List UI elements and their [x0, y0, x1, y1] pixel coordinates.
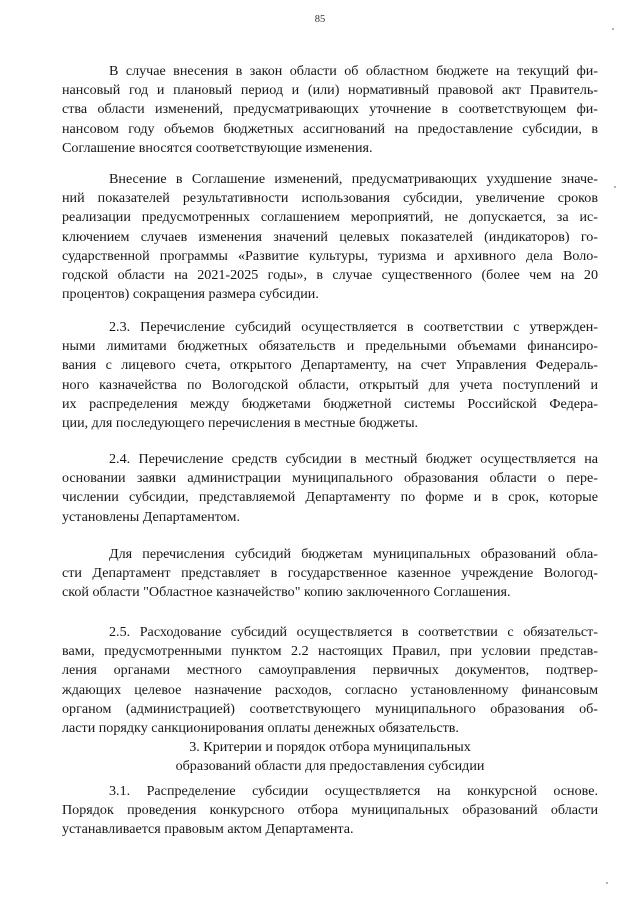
paragraph-line: Для перечисления субсидий бюджетам муниципальных образований обла-: [109, 546, 598, 562]
paragraph-line: Внесение в Соглашение изменений, предусматривающих ухудшение значе-: [109, 171, 598, 187]
paragraph-line: вания с лицевого счета, открытого Департаменту, на счет Управления Федераль-: [62, 357, 598, 374]
heading-line: 3. Критерии и порядок отбора муниципальных: [189, 739, 471, 755]
paragraph-line: ными лимитами бюджетных обязательств и предельными объемами финансиро-: [62, 338, 598, 355]
paragraph-line: ления органами местного самоуправления первичных документов, подтвер-: [62, 662, 598, 679]
paragraph-clause-2-5: [62, 623, 598, 738]
paragraph-treasury-copy: [62, 545, 598, 603]
paragraph-line: органом (администрацией) соответствующего муниципального образования об-: [62, 700, 598, 717]
paragraph-line: ключением случаев изменения значений целевых показателей (индикаторов) го-: [62, 228, 598, 245]
paragraph-line: ного казначейства по Вологодской области, открытый для учета поступлений и: [62, 376, 598, 393]
paragraph-clause-2-4: [62, 450, 598, 527]
paragraph-line: 2.4. Перечисление средств субсидии в местный бюджет осуществляется на: [109, 451, 598, 467]
paragraph-line: 2.5. Расходование субсидий осуществляется в соответствии с обязательст-: [109, 624, 598, 640]
paragraph-line: реализации предусмотренных соглашением мероприятий, не допускается, за ис-: [62, 209, 598, 226]
paragraph-line: устанавливается правовым актом Департамента.: [62, 821, 354, 838]
paragraph-agreement-amendments: [62, 170, 598, 304]
scan-speck: [606, 882, 608, 884]
paragraph-clause-2-3: [62, 318, 598, 433]
paragraph-line: Порядок проведения конкурсного отбора муниципальных образований области: [62, 802, 598, 819]
paragraph-line: ства области изменений, предусматривающих уточнение в соответствующем фи-: [62, 101, 598, 118]
paragraph-line: 3.1. Распределение субсидии осуществляется на конкурсной основе.: [109, 783, 598, 799]
paragraph-line: 2.3. Перечисление субсидий осуществляется в соответствии с утвержден-: [109, 319, 598, 335]
paragraph-line: ждающих целевое назначение расходов, согласно установленному финансовым: [62, 681, 598, 698]
scan-speck: [612, 28, 614, 30]
paragraph-line: ласти порядку санкционирования оплаты денежных обязательств.: [62, 720, 459, 737]
paragraph-line: ний показателей результативности использования субсидии, увеличение сроков: [62, 190, 598, 207]
page-number: 85: [314, 14, 326, 25]
paragraph-line: сударственной программы «Развитие культуры, туризма и архивного дела Воло-: [62, 247, 598, 264]
paragraph-line: числении субсидии, представляемой Департаменту по форме и в срок, которые: [62, 489, 598, 506]
paragraph-line: ской области "Областное казначейство" копию заключенного Соглашения.: [62, 584, 511, 601]
paragraph-line: их распределения между бюджетами бюджетной системы Российской Федера-: [62, 395, 598, 412]
paragraph-line: сти Департамент представляет в государственное казенное учреждение Вологод-: [62, 565, 598, 582]
paragraph-budget-law-changes: [62, 62, 598, 158]
paragraph-clause-3-1: [62, 782, 598, 840]
paragraph-line: ции, для последующего перечисления в местные бюджеты.: [62, 415, 419, 432]
paragraph-line: Соглашение вносятся соответствующие изменения.: [62, 139, 373, 156]
paragraph-line: годской области на 2021-2025 годы», в случае существенного (более чем на 20: [62, 267, 598, 284]
paragraph-line: процентов) сокращения размера субсидии.: [62, 286, 319, 303]
scan-speck: [614, 186, 616, 188]
paragraph-line: нансовый год и плановый период и (или) нормативный правовой акт Правитель-: [62, 82, 598, 99]
paragraph-line: вами, предусмотренными пунктом 2.2 настоящих Правил, при условии представ-: [62, 643, 598, 660]
paragraph-line: установлены Департаментом.: [62, 508, 240, 525]
heading-line: образований области для предоставления субсидии: [175, 758, 485, 775]
section-heading: [62, 738, 598, 776]
paragraph-line: основании заявки администрации муниципального образования области о пере-: [62, 470, 598, 487]
paragraph-line: В случае внесения в закон области об областном бюджете на текущий фи-: [109, 63, 598, 79]
paragraph-line: нансовом году объемов бюджетных ассигнований на предоставление субсидии, в: [62, 120, 598, 137]
